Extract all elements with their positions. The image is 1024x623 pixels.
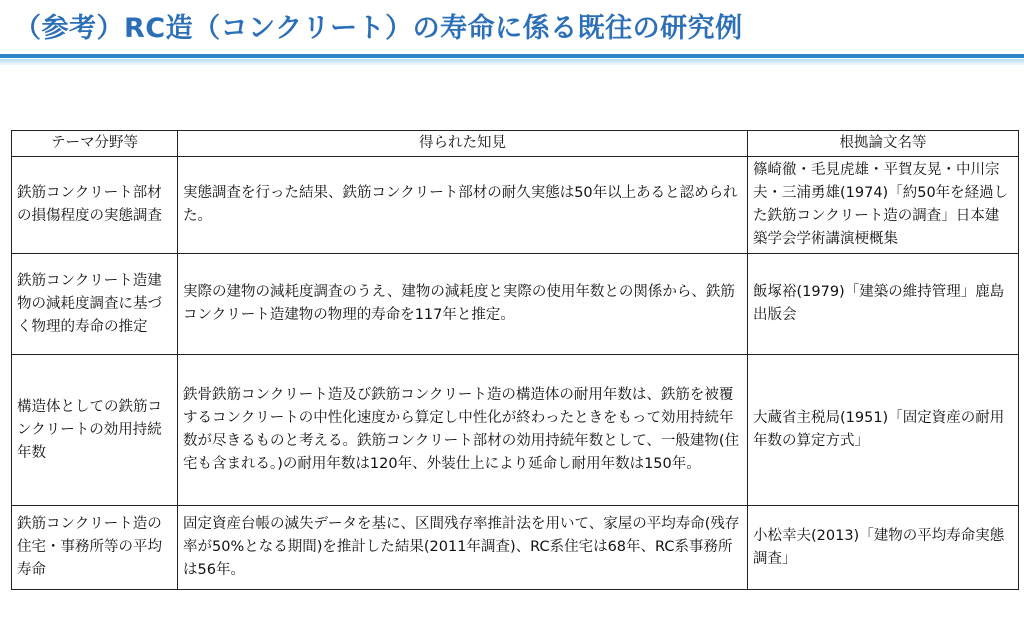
header-theme: テーマ分野等 bbox=[12, 131, 178, 157]
cell-topic: 鉄筋コンクリート部材の損傷程度の実態調査 bbox=[12, 157, 178, 254]
cell-source: 飯塚裕(1979)「建築の維持管理」鹿島出版会 bbox=[748, 254, 1019, 355]
cell-topic: 構造体としての鉄筋コンクリートの効用持続年数 bbox=[12, 355, 178, 506]
page-title: （参考）RC造（コンクリート）の寿命に係る既往の研究例 bbox=[14, 13, 743, 44]
cell-finding: 実際の建物の減耗度調査のうえ、建物の減耗度と実際の使用年数との関係から、鉄筋コンクリート造建物の物理的寿命を117年と推定。 bbox=[178, 254, 748, 355]
cell-source: 篠崎徹・毛見虎雄・平賀友晃・中川宗夫・三浦勇雄(1974)「約50年を経過した鉄筋コンクリート造の調査」日本建築学会学術講演梗概集 bbox=[748, 157, 1019, 254]
cell-finding: 固定資産台帳の滅失データを基に、区間残存率推計法を用いて、家屋の平均寿命(残存率が50%となる期間)を推計した結果(2011年調査)、RC系住宅は68年、RC系事務所は56年。 bbox=[178, 506, 748, 590]
table-row bbox=[12, 254, 1019, 355]
title-underline-light bbox=[0, 59, 1024, 65]
table-row bbox=[12, 506, 1019, 590]
title-underline bbox=[0, 48, 1024, 68]
table-header-row bbox=[12, 131, 1019, 157]
title-underline-dark bbox=[0, 54, 1024, 58]
cell-topic: 鉄筋コンクリート造の住宅・事務所等の平均寿命 bbox=[12, 506, 178, 590]
header-source: 根拠論文名等 bbox=[748, 131, 1019, 157]
cell-finding: 実態調査を行った結果、鉄筋コンクリート部材の耐久実態は50年以上あると認められた。 bbox=[178, 157, 748, 254]
table-row bbox=[12, 157, 1019, 254]
cell-finding: 鉄骨鉄筋コンクリート造及び鉄筋コンクリート造の構造体の耐用年数は、鉄筋を被覆するコンクリートの中性化速度から算定し中性化が終わったときをもって効用持続年数が尽きるものと考える。鉄筋コンクリート部材の効用持続年数として、一般建物(住宅も含まれる。)の耐用年数は120年、外装仕上により延命し耐用年数は150年。 bbox=[178, 355, 748, 506]
cell-source: 大蔵省主税局(1951)「固定資産の耐用年数の算定方式」 bbox=[748, 355, 1019, 506]
research-table bbox=[11, 130, 1019, 590]
cell-source: 小松幸夫(2013)「建物の平均寿命実態調査」 bbox=[748, 506, 1019, 590]
table-row bbox=[12, 355, 1019, 506]
cell-topic: 鉄筋コンクリート造建物の減耗度調査に基づく物理的寿命の推定 bbox=[12, 254, 178, 355]
header-findings: 得られた知見 bbox=[178, 131, 748, 157]
